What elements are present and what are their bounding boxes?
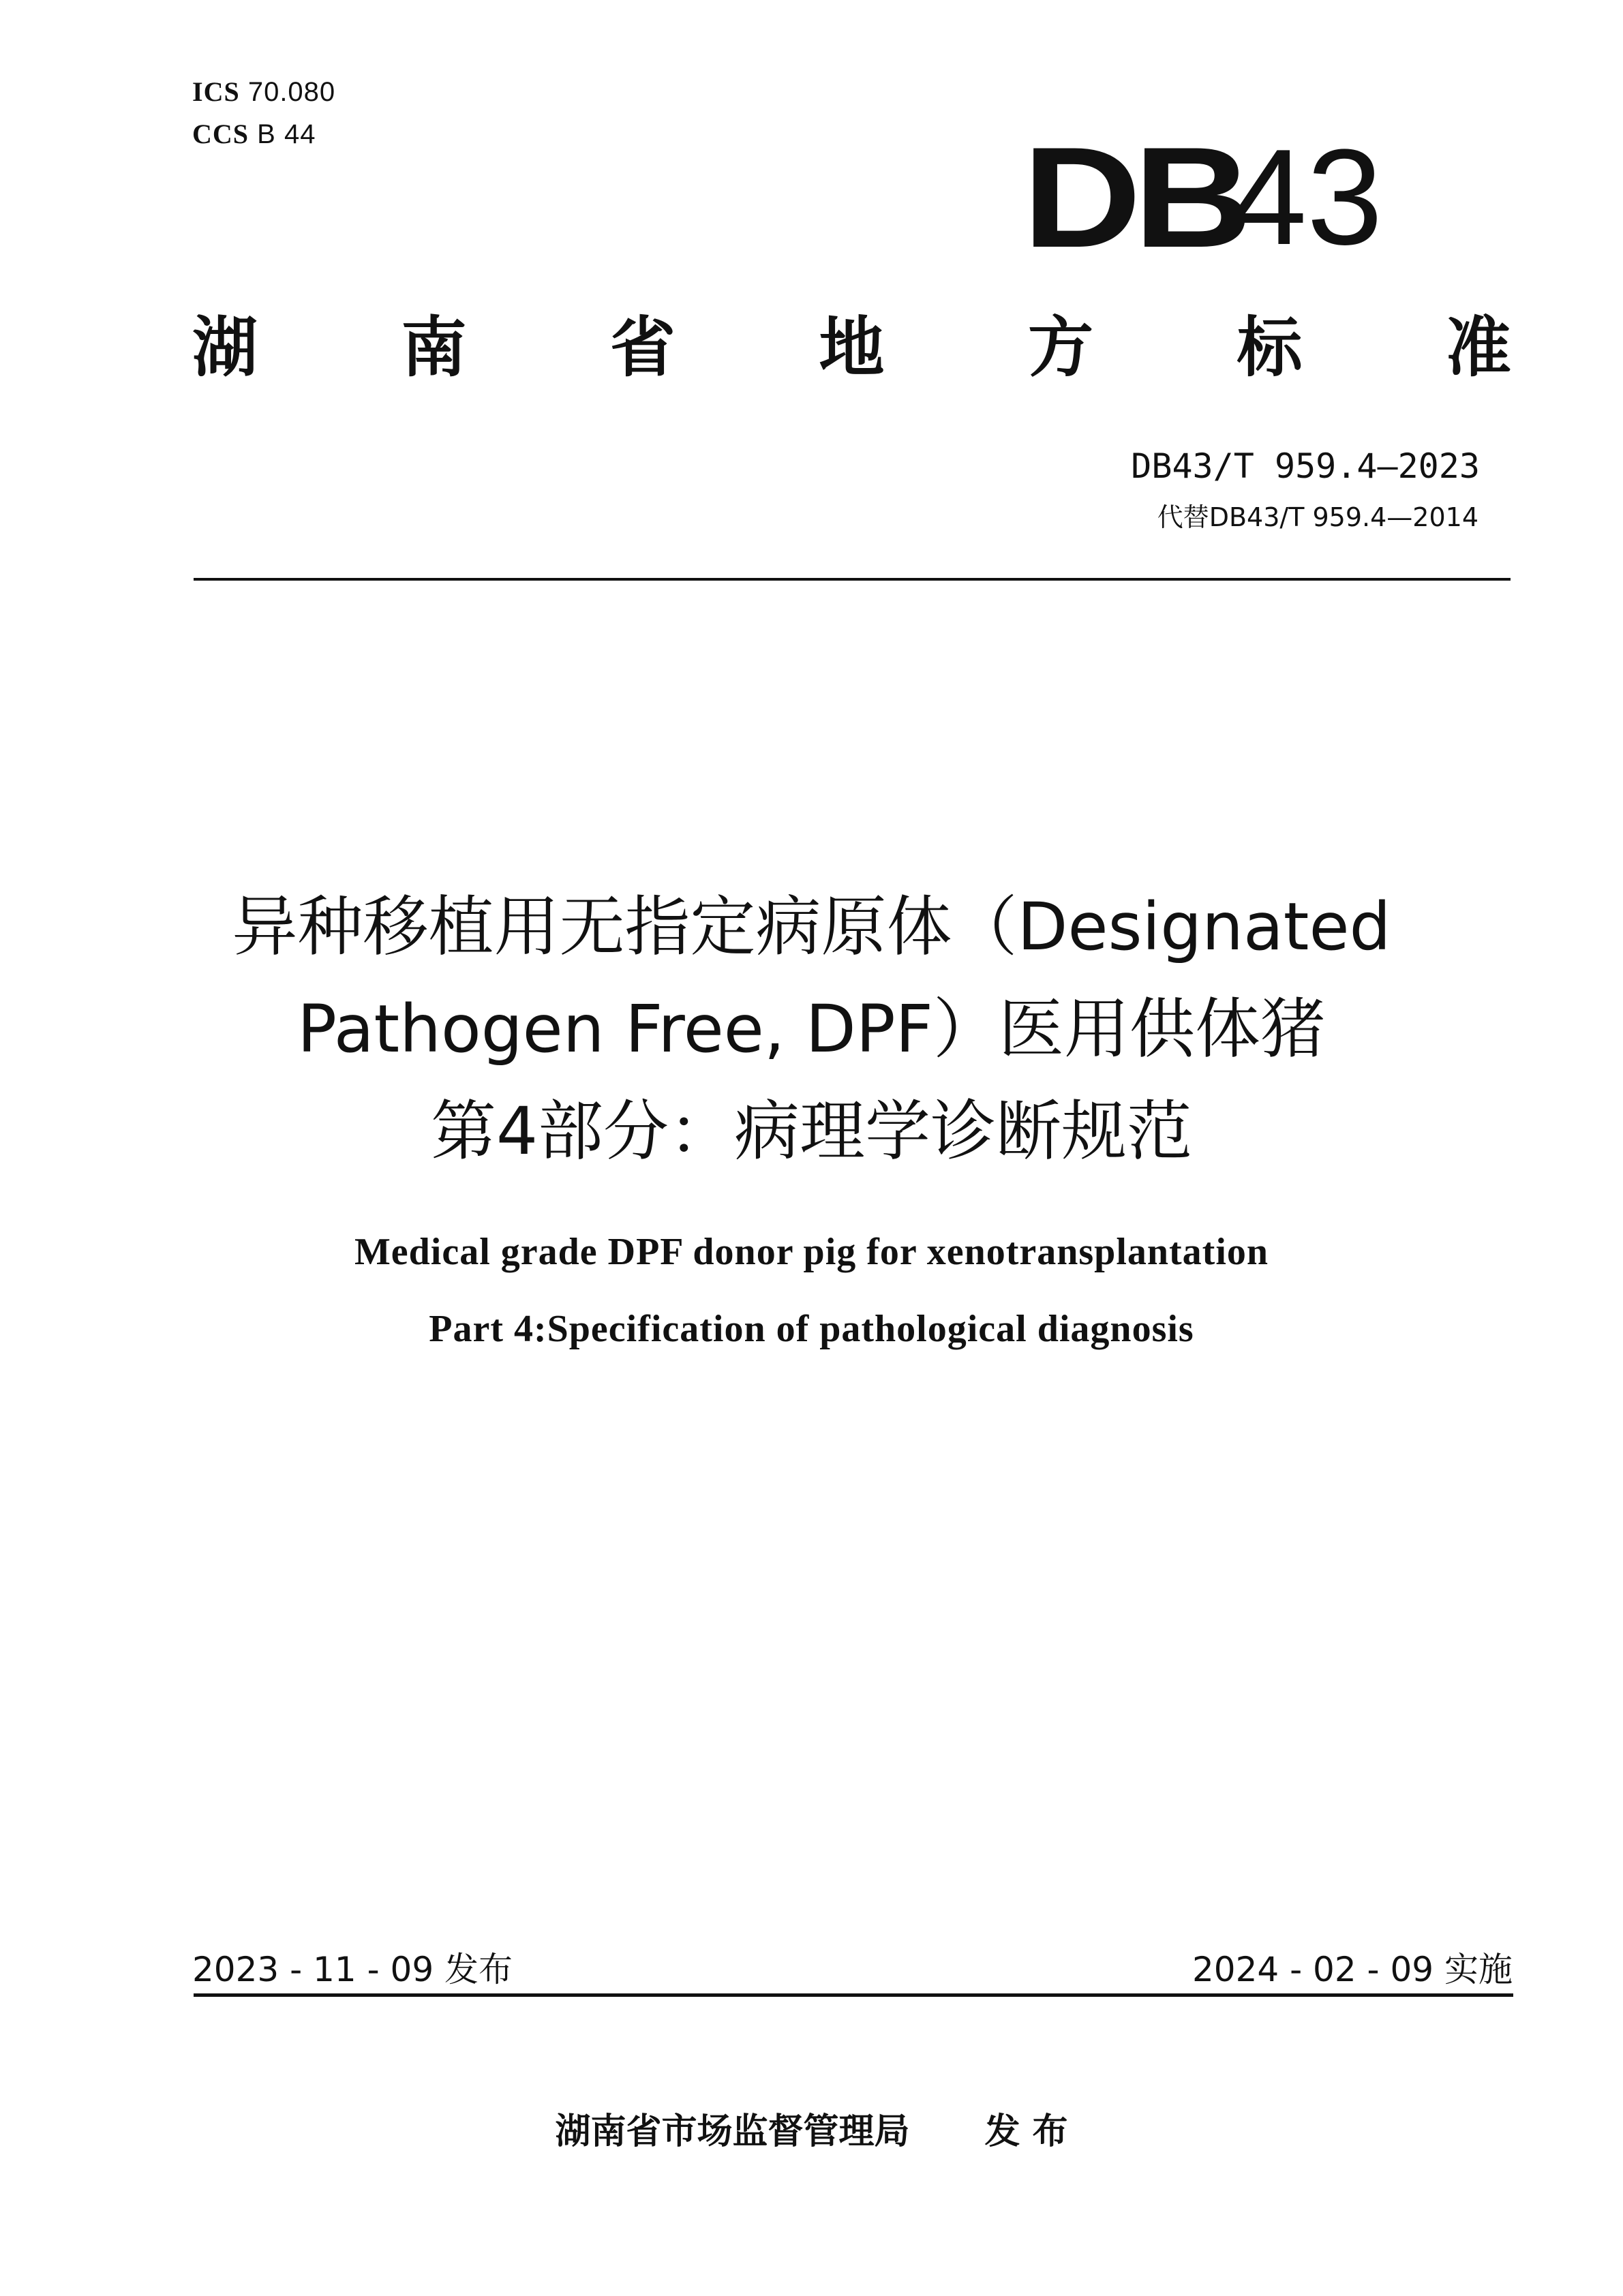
english-title-line-2: Part 4:Specification of pathological diagnosis xyxy=(429,1308,1194,1350)
bottom-divider xyxy=(194,1993,1513,1997)
publisher-name: 湖南省市场监督管理局 xyxy=(555,2111,910,2152)
standard-type-char: 地 xyxy=(819,309,885,386)
chinese-title-line-3: 第4部分：病理学诊断规范 xyxy=(430,1093,1193,1169)
standard-type-char: 准 xyxy=(1446,309,1511,386)
ccs-value: B 44 xyxy=(257,119,316,149)
chinese-title-line-1: 异种移植用无指定病原体（Designated xyxy=(232,889,1391,965)
publisher-action: 发 布 xyxy=(984,2111,1068,2152)
ics-label: ICS xyxy=(192,76,240,107)
standard-number: DB43/T 959.4—2023 xyxy=(1131,446,1480,486)
ccs-label: CCS xyxy=(192,119,249,149)
top-divider xyxy=(194,578,1511,581)
chinese-title-line-2: Pathogen Free, DPF）医用供体猪 xyxy=(297,991,1326,1067)
standard-type-char: 标 xyxy=(1237,309,1303,386)
db43-logo xyxy=(1022,117,1383,277)
ccs-code xyxy=(192,121,316,148)
standard-type-char: 省 xyxy=(610,309,676,386)
ics-value: 70.080 xyxy=(247,77,336,107)
implementation-date: 2024 - 02 - 09 实施 xyxy=(1192,1950,1513,1989)
replaces-standard: 代替DB43/T 959.4—2014 xyxy=(1157,502,1478,532)
logo-letters: DB xyxy=(1022,117,1245,277)
english-title-line-1: Medical grade DPF donor pig for xenotransplantation xyxy=(354,1231,1269,1273)
chinese-title xyxy=(136,876,1487,1182)
publisher-line xyxy=(0,2102,1623,2154)
ics-code xyxy=(192,78,335,106)
standard-type-char: 湖 xyxy=(192,309,258,386)
logo-number: 43 xyxy=(1231,121,1383,273)
standard-type-char: 南 xyxy=(401,309,467,386)
standard-type-title xyxy=(192,307,1511,388)
standard-type-char: 方 xyxy=(1028,309,1093,386)
issue-date: 2023 - 11 - 09 发布 xyxy=(192,1950,513,1989)
